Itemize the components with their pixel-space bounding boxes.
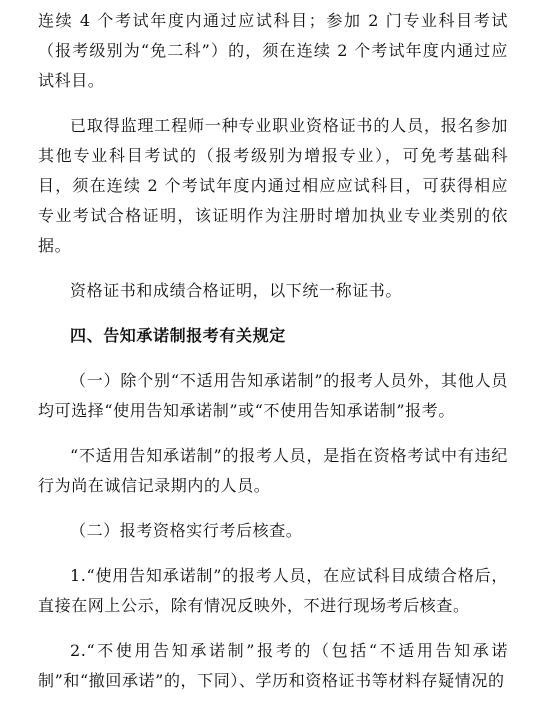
paragraph-commitment-choice: （一）除个别“不适用告知承诺制”的报考人员外，其他人员均可选择“使用告知承诺制”或“不使用告知承诺制”报考。 [38,371,508,420]
document-page [38,6,508,711]
paragraph-item-2-not-use-commitment: 2.“不使用告知承诺制”报考的（包括“不适用告知承诺制”和“撤回承诺”的，下同）、学历和资格证书等材料存疑情况的 [38,641,508,690]
paragraph-certificate-definition: 资格证书和成绩合格证明，以下统一称证书。 [70,281,403,300]
paragraph-post-exam-verification: （二）报考资格实行考后核查。 [70,521,303,540]
paragraph-exam-period-continuation: 连续 4 个考试年度内通过应试科目；参加 2 门专业科目考试（报考级别为“免二科”）的，须在连续 2 个考试年度内通过应试科目。 [38,11,508,90]
section-heading-notification-commitment: 四、告知承诺制报考有关规定 [70,326,286,345]
paragraph-item-1-use-commitment: 1.“使用告知承诺制”的报考人员，在应试科目成绩合格后，直接在网上公示，除有情况反映外，不进行现场考后核查。 [38,566,508,615]
paragraph-additional-specialty: 已取得监理工程师一种专业职业资格证书的人员，报名参加其他专业科目考试的（报考级别为增报专业），可免考基础科目，须在连续 2 个考试年度内通过相应应试科目，可获得相应专业考试合格证明，该证明作为注册时增加执业专业类别的依据。 [38,116,508,255]
paragraph-not-applicable-definition: “不适用告知承诺制”的报考人员，是指在资格考试中有违纪行为尚在诚信记录期内的人员。 [38,446,508,495]
